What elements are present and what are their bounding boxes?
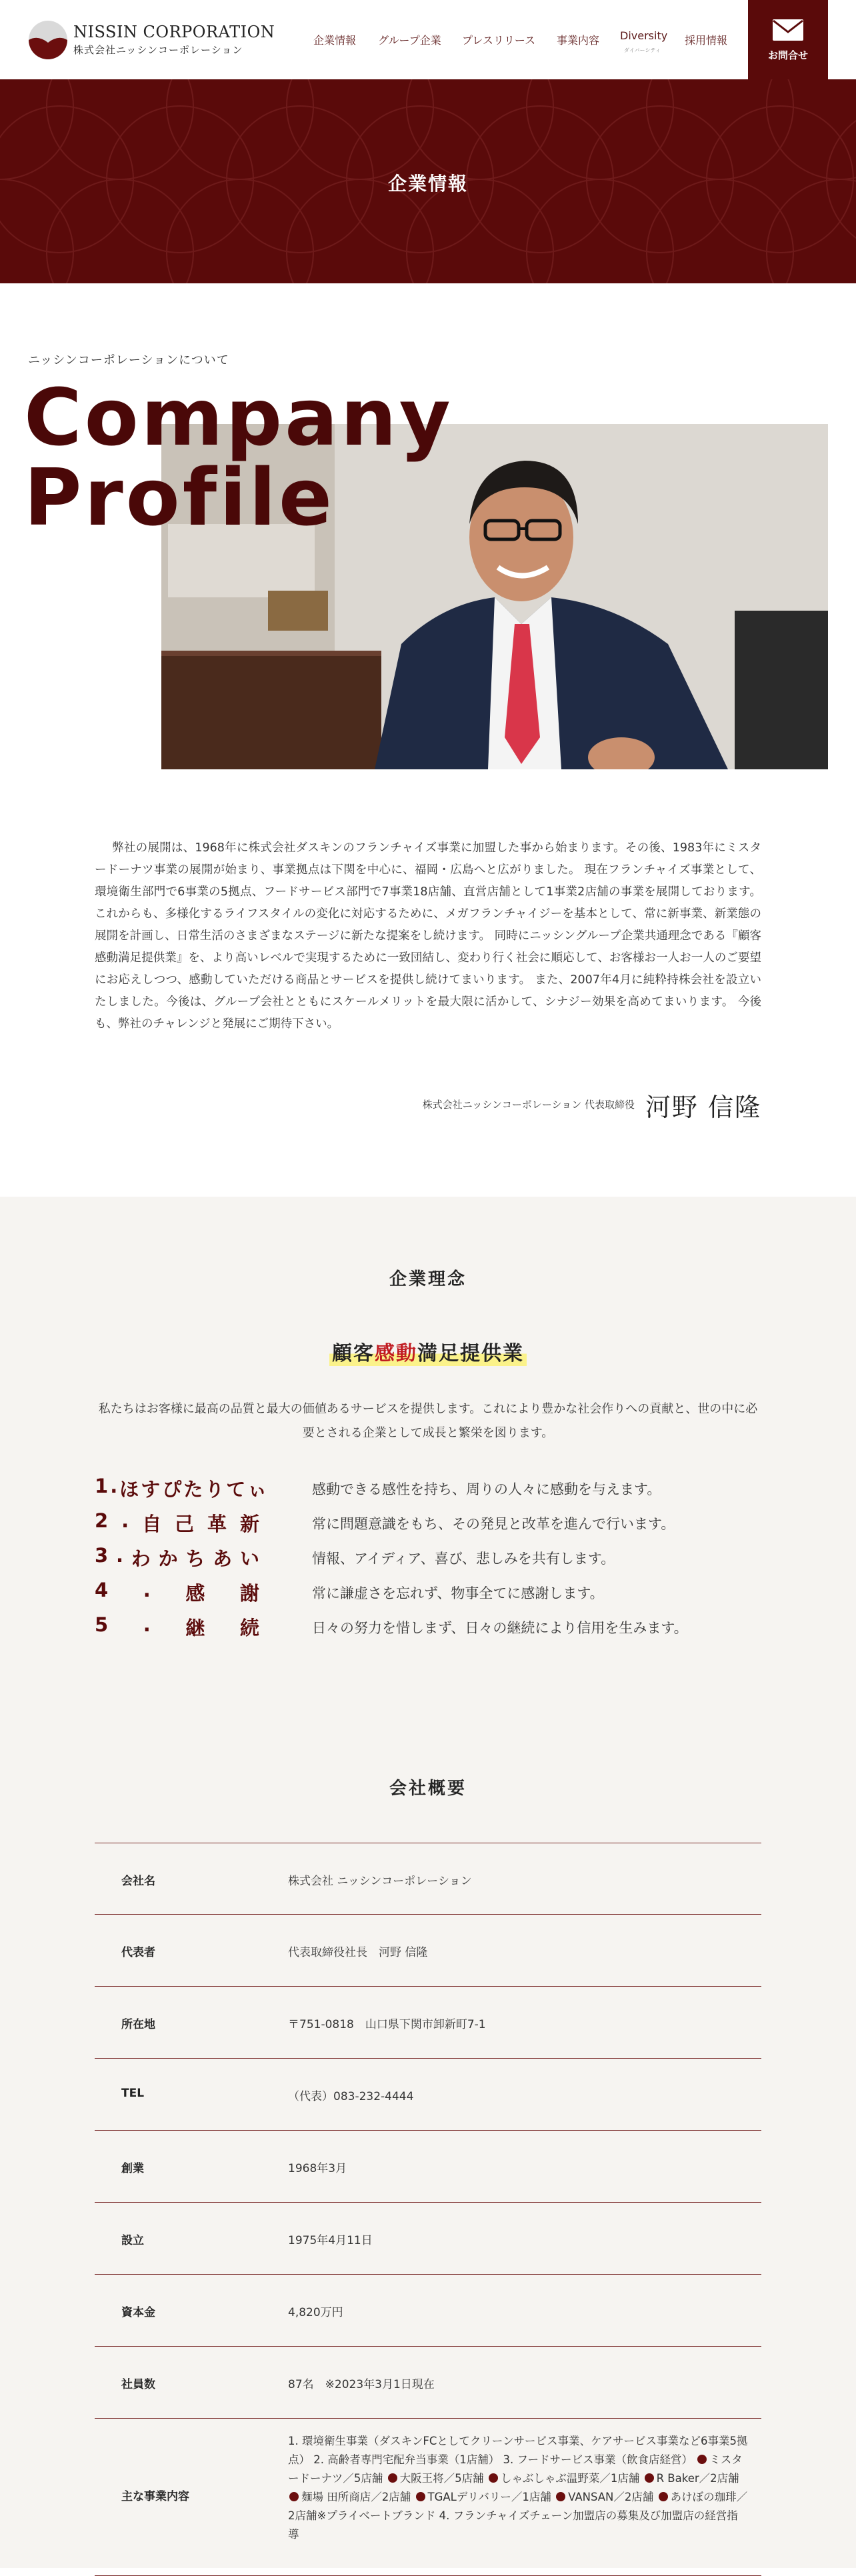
creed-text: 常に問題意識をもち、その発見と改革を進んで行います。 [312, 1516, 675, 1532]
creed-text: 情報、アイディア、喜び、悲しみを共有します。 [312, 1551, 615, 1567]
logo-text-en: NISSIN CORPORATION [73, 23, 275, 41]
signature-name: 河野 信隆 [645, 1093, 761, 1122]
company-profile-title [24, 371, 453, 543]
motto-post: 満足提供業 [417, 1342, 524, 1365]
nav-press-release[interactable]: プレスリリース [462, 34, 536, 47]
company-profile-title-line1: Company [24, 371, 453, 463]
table-row [95, 1843, 761, 1915]
row-label: 代表者 [121, 1946, 155, 1959]
creed-text: 感動できる感性を持ち、周りの人々に感動を与えます。 [312, 1481, 661, 1497]
company-profile-title-line2: Profile [24, 451, 335, 543]
table-row [95, 2203, 761, 2275]
site-header [0, 0, 856, 79]
row-value: 株式会社 ニッシンコーポレーション [288, 1875, 472, 1888]
nav-diversity-sub: ダイバーシティ [624, 47, 661, 53]
row-label: TEL [121, 2087, 145, 2100]
row-label: 設立 [121, 2234, 144, 2247]
table-row [95, 2131, 761, 2203]
business-tail: 4. フランチャイズチェーン加盟店の募集及び加盟店の経営指導 [288, 2509, 738, 2541]
row-label: 資本金 [121, 2306, 155, 2319]
bullet-icon [659, 2492, 668, 2501]
nav-group-companies[interactable]: グループ企業 [378, 34, 441, 47]
hero-banner [0, 79, 856, 283]
table-row [95, 1915, 761, 1987]
hero-title: 企業情報 [387, 173, 468, 195]
creed-key: 3 . わ か ち あ い [95, 1544, 261, 1570]
business-item: 大阪王将／5店舗 [399, 2472, 484, 2485]
row-label: 会社名 [121, 1875, 155, 1888]
business-item: VANSAN／2店舗 [568, 2491, 654, 2503]
creed-item [95, 1475, 761, 1507]
intro-kicker: ニッシンコーポレーションについて [28, 353, 229, 367]
logo-mark-icon [28, 20, 68, 60]
row-value: 87名 ※2023年3月1日現在 [288, 2378, 435, 2391]
business-description [288, 2432, 748, 2544]
creed-item [95, 1509, 761, 1541]
creed-text: 日々の努力を惜しまず、日々の継続により信用を生みます。 [312, 1620, 688, 1636]
bullet-icon [289, 2492, 299, 2501]
row-label: 所在地 [121, 2018, 155, 2031]
main-nav [313, 29, 740, 53]
creed-item [95, 1544, 761, 1576]
site-logo[interactable] [28, 20, 275, 60]
creed-text: 常に謙虚さを忘れず、物事全てに感謝します。 [312, 1585, 604, 1601]
motto-emphasis: 感動 [375, 1342, 417, 1365]
bullet-icon [697, 2455, 707, 2464]
mail-icon [772, 19, 804, 41]
row-value: 1975年4月11日 [288, 2234, 373, 2247]
creed-key: 5 . 継 続 [95, 1613, 261, 1639]
bullet-icon [388, 2473, 397, 2483]
contact-label: お問合せ [767, 49, 808, 61]
overview-title: 会社概要 [389, 1779, 467, 1799]
business-item: ミスタードーナツ／5店舗 [288, 2453, 743, 2485]
nav-diversity[interactable]: Diversity [620, 29, 668, 42]
motto-text [329, 1337, 527, 1366]
nav-company-info[interactable]: 企業情報 [313, 34, 357, 47]
creed-key: 2 . 自 己 革 新 [95, 1509, 261, 1535]
business-item: R Baker／2店舗 [656, 2472, 739, 2485]
table-row [95, 2275, 761, 2347]
row-value: 4,820万円 [288, 2306, 343, 2319]
creed-item [95, 1613, 761, 1645]
table-row [95, 1987, 761, 2059]
contact-button[interactable] [748, 0, 828, 79]
bullet-icon [489, 2473, 498, 2483]
row-label: 主な事業内容 [121, 2490, 189, 2503]
motto [0, 1337, 856, 1366]
creed-item [95, 1579, 761, 1611]
bullet-icon [645, 2473, 654, 2483]
company-overview-table [95, 1843, 761, 2576]
motto-pre: 顧客 [332, 1342, 375, 1365]
philosophy-description: 私たちはお客様に最高の品質と最大の価値あるサービスを提供します。これにより豊かな社会作りへの貢献と、世の中に必要とされる企業として成長と繁栄を図ります。 [98, 1402, 758, 1440]
bullet-icon [416, 2492, 425, 2501]
row-label: 社員数 [121, 2378, 155, 2391]
row-value: 1968年3月 [288, 2162, 347, 2175]
business-item: 麺場 田所商店／2店舗 [301, 2491, 411, 2503]
row-value: 〒751-0818 山口県下関市卸新町7-1 [288, 2018, 486, 2031]
row-value: （代表）083-232-4444 [288, 2090, 414, 2103]
table-row [95, 2347, 761, 2419]
business-item: しゃぶしゃぶ温野菜／1店舗 [500, 2472, 640, 2485]
creed-key: 4 . 感 謝 [95, 1579, 261, 1605]
philosophy-title: 企業理念 [389, 1269, 467, 1289]
creed-key: 1 . ほ す ぴ た り て ぃ [95, 1475, 269, 1501]
signature-role: 株式会社ニッシンコーポレーション 代表取締役 [422, 1099, 635, 1111]
row-value: 代表取締役社長 河野 信隆 [288, 1946, 428, 1959]
business-lead: 1. 環境衛生事業（ダスキンFCとしてクリーンサービス事業、ケアサービス事業など6事業5拠点） 2. 高齢者専門宅配弁当事業（1店舗） 3. フードサービス事業（飲食店経営） [288, 2435, 748, 2466]
table-row-business [95, 2419, 761, 2576]
nav-recruit[interactable]: 採用情報 [685, 34, 728, 47]
ceo-message: 弊社の展開は、1968年に株式会社ダスキンのフランチャイズ事業に加盟した事から始まります。その後、1983年にミスタードーナツ事業の展開が始まり、事業拠点は下関を中心に、福岡・広島へと広がりました。 現在フランチャイズ事業として、環境衛生部門で6事業の5拠点、フードサービス部門で7事業18店舗、直営店舗として1事業2店舗の事業を展開しております。 これからも、多様化するライフスタイルの変化に対応するために、メガフランチャイジーを基本として、常に新事業、新業態の展開を計画し、日常生活のさまざまなステージに新たな提案をし続けます。 同時にニッシングループ企業共通理念である『顧客感動満足提供業』を、より高いレベルで実現するために一致団結し、変わり行く社会に順応して、お客様お一人お一人のご要望にお応えしつつ、感動していただける商品とサービスを提供し続けてまいります。 また、2007年4月に純粋持株会社を設立いたしました。今後は、グループ会社とともにスケールメリットを最大限に活かして、シナジー効果を高めてまいります。 今後も、弊社のチャレンジと発展にご期待下さい。 [95, 841, 761, 1031]
business-item: あけぼの珈琲／2店舗※プライベートブランド [288, 2491, 748, 2522]
table-row [95, 2059, 761, 2131]
logo-text-jp: 株式会社ニッシンコーポレーション [73, 44, 243, 56]
business-item: TGALデリバリー／1店舗 [427, 2491, 551, 2503]
bullet-icon [556, 2492, 565, 2501]
row-label: 創業 [121, 2162, 144, 2175]
nav-business[interactable]: 事業内容 [557, 34, 600, 47]
